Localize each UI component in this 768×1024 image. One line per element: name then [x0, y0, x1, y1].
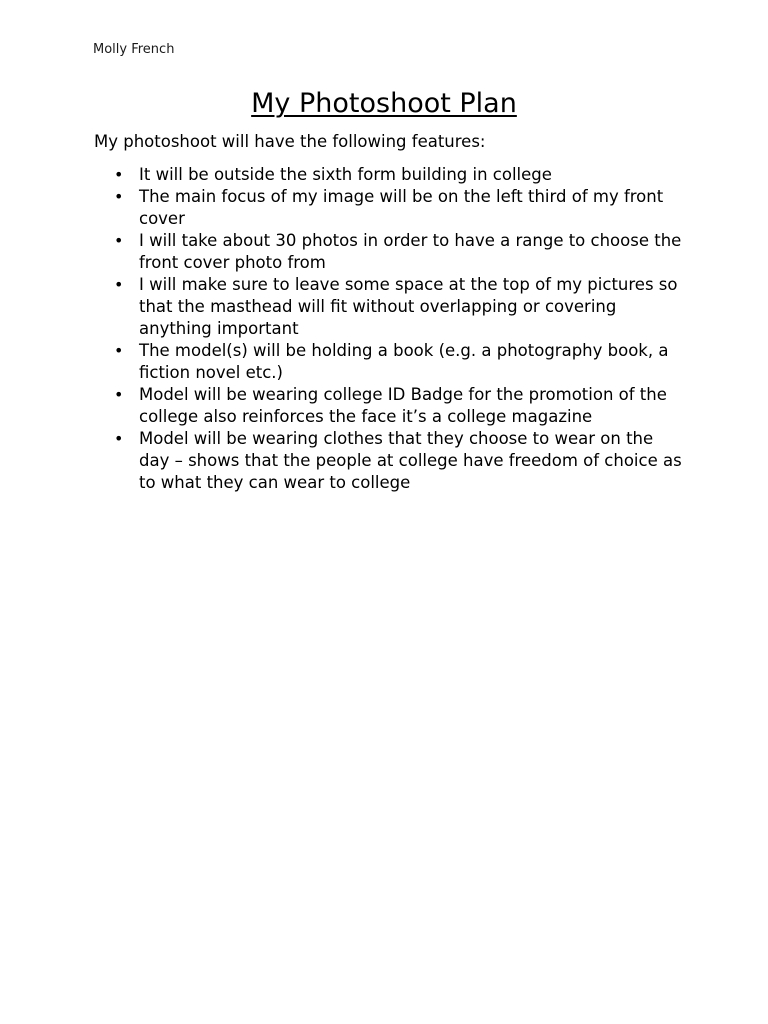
- bullet-icon: •: [114, 341, 124, 360]
- bullet-icon: •: [114, 231, 124, 250]
- list-item: [94, 164, 684, 186]
- list-item-text: I will take about 30 photos in order to have a range to choose the front cover photo from: [139, 231, 682, 272]
- list-item-text: The main focus of my image will be on the left third of my front cover: [139, 187, 664, 228]
- feature-list: [94, 164, 684, 494]
- list-item-text: Model will be wearing college ID Badge for the promotion of the college also reinforces the face it’s a college magazine: [139, 385, 667, 426]
- author-name: Molly French: [93, 42, 175, 57]
- page-title: [0, 87, 768, 121]
- list-item-text: I will make sure to leave some space at the top of my pictures so that the masthead will fit without overlapping or covering anything important: [139, 275, 678, 338]
- bullet-icon: •: [114, 275, 124, 294]
- list-item: [94, 274, 684, 340]
- list-item: [94, 428, 684, 494]
- bullet-icon: •: [114, 385, 124, 404]
- list-item: [94, 230, 684, 274]
- bullet-icon: •: [114, 429, 124, 448]
- bullet-icon: •: [114, 165, 124, 184]
- list-item: [94, 186, 684, 230]
- list-item-text: Model will be wearing clothes that they choose to wear on the day – shows that the people at college have freedom of choice as to what they can wear to college: [139, 429, 682, 492]
- list-item-text: It will be outside the sixth form building in college: [139, 165, 552, 184]
- list-item-text: The model(s) will be holding a book (e.g. a photography book, a fiction novel etc.): [139, 341, 669, 382]
- list-item: [94, 340, 684, 384]
- list-item: [94, 384, 684, 428]
- bullet-icon: •: [114, 187, 124, 206]
- intro-text: My photoshoot will have the following features:: [94, 132, 486, 151]
- page-title-text: My Photoshoot Plan: [251, 88, 517, 119]
